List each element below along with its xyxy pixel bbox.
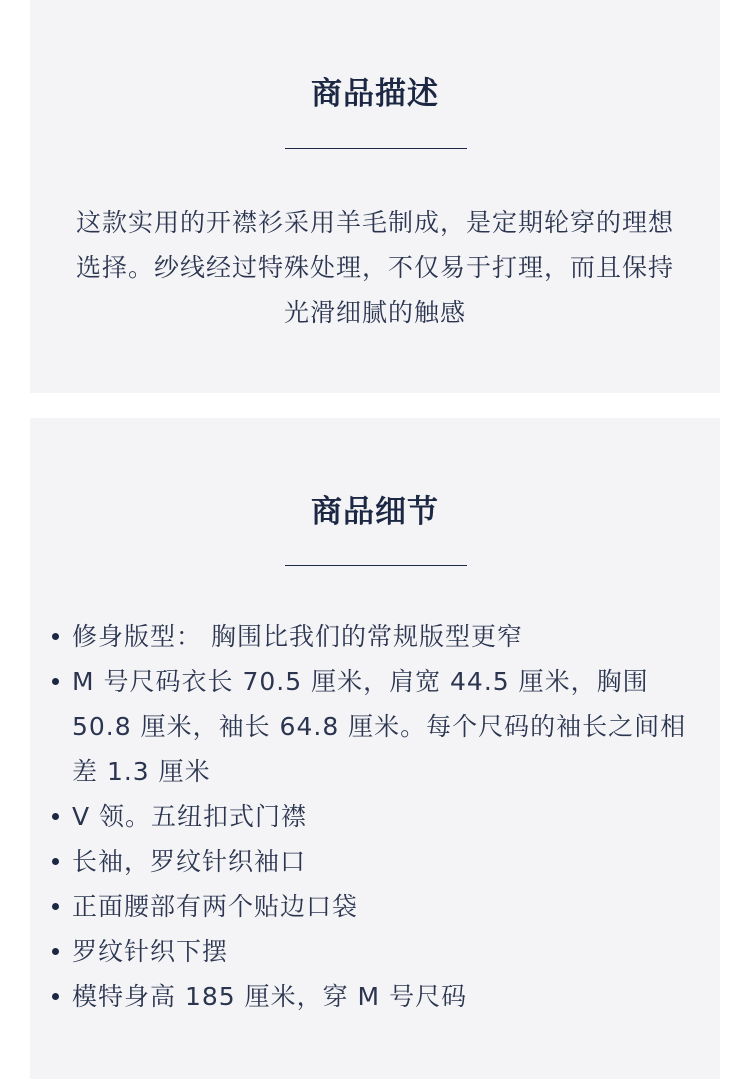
detail-item-collar <box>72 794 696 839</box>
bullet-icon <box>52 993 59 1000</box>
bullet-icon <box>52 633 59 640</box>
detail-item-text: 修身版型： 胸围比我们的常规版型更窄 <box>72 622 523 651</box>
description-title: 商品描述 <box>311 76 439 112</box>
product-details-card <box>30 418 720 1079</box>
detail-item-fit <box>72 614 696 659</box>
detail-item-text: 模特身高 185 厘米，穿 M 号尺码 <box>72 982 468 1011</box>
bullet-icon <box>52 948 59 955</box>
detail-item-pockets <box>72 884 696 929</box>
detail-item-sleeves <box>72 839 696 884</box>
product-description-card <box>30 0 720 393</box>
detail-item-text: 罗纹针织下摆 <box>72 937 229 966</box>
details-divider <box>285 565 467 566</box>
description-text: 这款实用的开襟衫采用羊毛制成，是定期轮穿的理想选择。纱线经过特殊处理，不仅易于打理，而且保持光滑细腻的触感 <box>75 208 674 327</box>
detail-item-text: M 号尺码衣长 70.5 厘米，肩宽 44.5 厘米，胸围 50.8 厘米，袖长 64.8 厘米。每个尺码的袖长之间相差 1.3 厘米 <box>72 667 687 786</box>
bullet-icon <box>52 813 59 820</box>
detail-item-measurements <box>72 659 696 794</box>
detail-item-text: 正面腰部有两个贴边口袋 <box>72 892 359 921</box>
details-title: 商品细节 <box>311 494 439 530</box>
bullet-icon <box>52 858 59 865</box>
bullet-icon <box>52 678 59 685</box>
detail-item-text: 长袖，罗纹针织袖口 <box>72 847 307 876</box>
bullet-icon <box>52 903 59 910</box>
description-divider <box>285 148 467 149</box>
detail-item-text: V 领。五纽扣式门襟 <box>72 802 308 831</box>
detail-item-model <box>72 974 696 1019</box>
details-list <box>72 614 696 1019</box>
detail-item-hem <box>72 929 696 974</box>
